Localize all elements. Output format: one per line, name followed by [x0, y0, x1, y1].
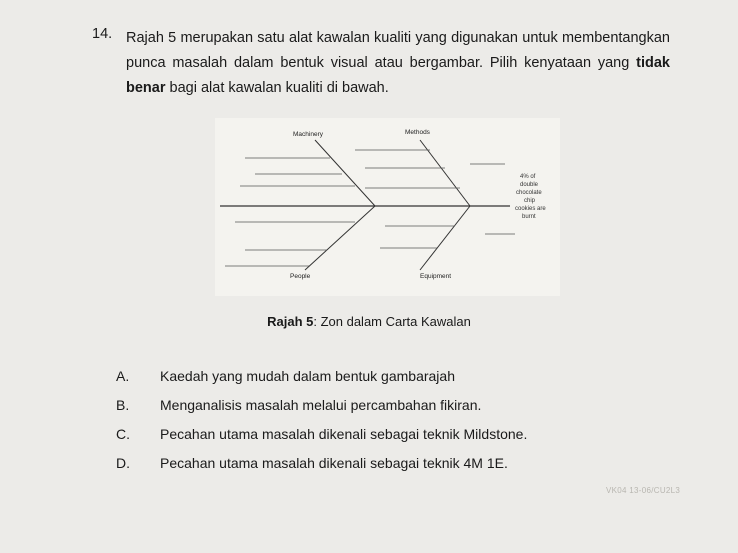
figure-caption — [0, 314, 738, 329]
question-text-part2: bagi alat kawalan kualiti di bawah. — [165, 80, 389, 96]
label-people: People — [290, 273, 311, 280]
label-equipment: Equipment — [420, 273, 452, 280]
effect-line-1: 4% of — [520, 174, 536, 180]
option-text: Pecahan utama masalah dikenali sebagai teknik Mildstone. — [160, 426, 528, 442]
effect-line-4: chip — [524, 198, 536, 204]
option-text: Menganalisis masalah melalui percambahan fikiran. — [160, 397, 482, 413]
option-text: Kaedah yang mudah dalam bentuk gambarajah — [160, 368, 455, 384]
fishbone-svg — [215, 118, 560, 296]
question-text-part1: Rajah 5 merupakan satu alat kawalan kualiti yang digunakan untuk membentangkan punca masalah dalam bentuk visual atau bergambar. Pilih kenyataan yang — [126, 30, 670, 71]
option-text: Pecahan utama masalah dikenali sebagai teknik 4M 1E. — [160, 455, 508, 471]
label-machinery: Machinery — [293, 131, 323, 138]
option-letter: D. — [116, 455, 130, 471]
fishbone-diagram — [215, 118, 560, 296]
footer-code: VK04 13-06/CU2L3 — [606, 486, 681, 495]
bone-equipment — [420, 206, 470, 270]
question-text — [126, 26, 670, 101]
effect-line-3: chocolate — [516, 190, 542, 196]
label-methods: Methods — [405, 129, 430, 136]
option-letter: C. — [116, 426, 130, 442]
effect-line-5: cookies are — [515, 206, 546, 212]
option-letter: A. — [116, 368, 130, 384]
bone-people — [305, 206, 375, 270]
caption-text: : Zon dalam Carta Kawalan — [313, 314, 471, 329]
question-text-bold: tidak benar — [126, 55, 670, 96]
option-letter: B. — [116, 397, 130, 413]
effect-line-6: burnt — [522, 214, 536, 220]
effect-line-2: double — [520, 182, 539, 188]
question-number: 14. — [92, 26, 113, 42]
caption-label: Rajah 5 — [267, 314, 314, 329]
